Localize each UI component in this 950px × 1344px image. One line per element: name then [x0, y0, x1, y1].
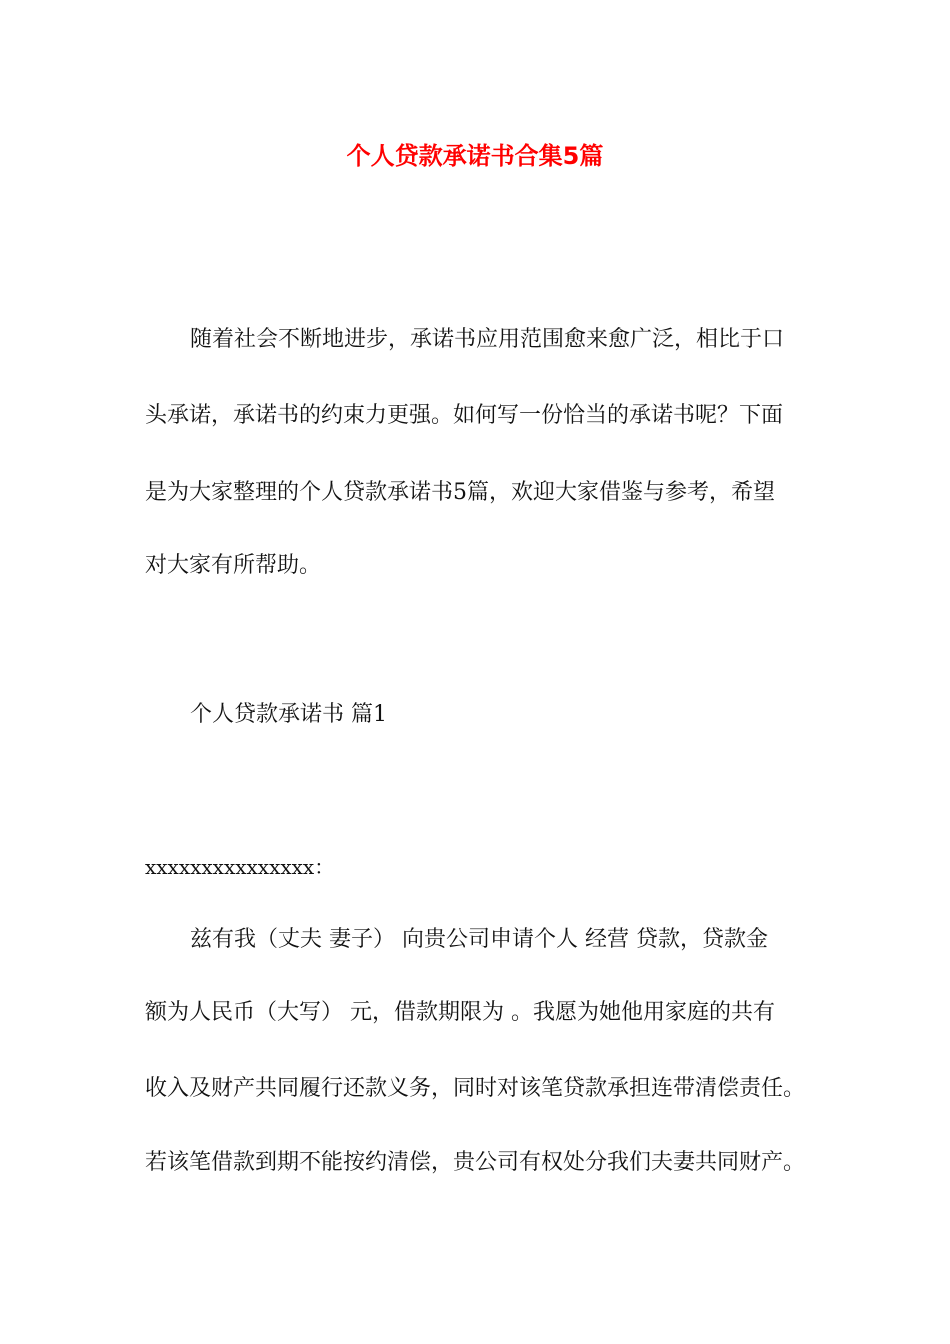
body-line-3: 收入及财产共同履行还款义务，同时对该笔贷款承担连带清偿责任。 [145, 1076, 806, 1101]
document-title: 个人贷款承诺书合集5篇 [346, 142, 604, 170]
intro-line-4: 对大家有所帮助。 [145, 553, 322, 578]
intro-line-1: 随着社会不断地进步，承诺书应用范围愈来愈广泛，相比于口 [190, 327, 785, 352]
intro-line-3: 是为大家整理的个人贷款承诺书5篇，欢迎大家借鉴与参考，希望 [145, 480, 775, 505]
body-line-1: 兹有我（丈夫 妻子） 向贵公司申请个人 经营 贷款，贷款金 [190, 927, 768, 952]
addressee-line: xxxxxxxxxxxxxxx： [145, 855, 335, 879]
body-line-2: 额为人民币（大写） 元，借款期限为 。我愿为她他用家庭的共有 [145, 1000, 775, 1025]
intro-line-2: 头承诺，承诺书的约束力更强。如何写一份恰当的承诺书呢？下面 [145, 403, 784, 428]
section-heading: 个人贷款承诺书 篇1 [190, 702, 387, 727]
body-line-4: 若该笔借款到期不能按约清偿，贵公司有权处分我们夫妻共同财产。 [145, 1150, 806, 1175]
